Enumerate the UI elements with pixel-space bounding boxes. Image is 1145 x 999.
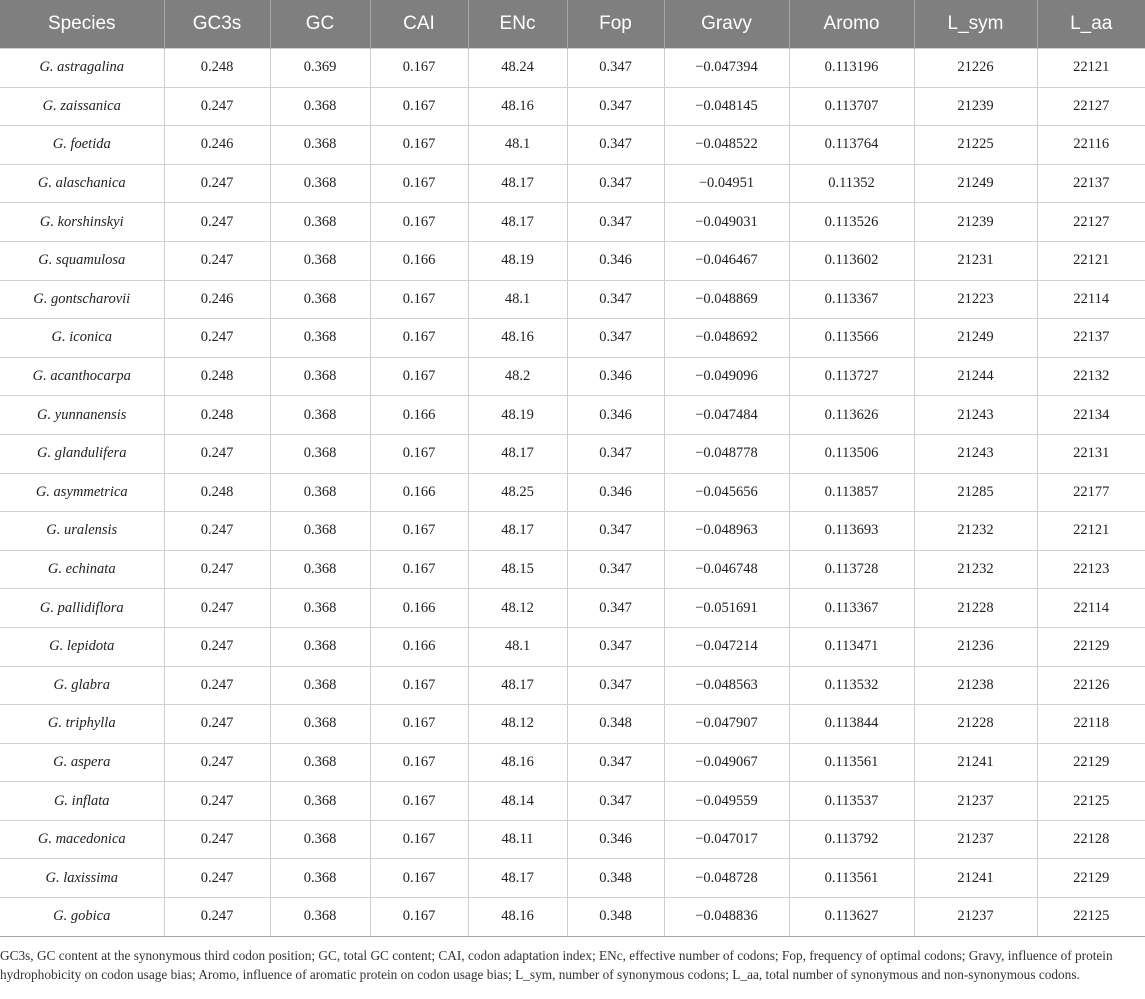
column-header-l-aa: L_aa bbox=[1037, 0, 1145, 49]
table-cell: 0.368 bbox=[270, 434, 370, 473]
table-cell: 48.14 bbox=[468, 782, 567, 821]
table-cell: 0.113602 bbox=[789, 241, 914, 280]
table-cell: 0.248 bbox=[164, 396, 270, 435]
table-cell: 0.113626 bbox=[789, 396, 914, 435]
table-cell: 22121 bbox=[1037, 512, 1145, 551]
header-row bbox=[0, 0, 1145, 49]
table-cell: 0.346 bbox=[567, 820, 664, 859]
species-cell: G. astragalina bbox=[0, 49, 164, 88]
table-cell: −0.048728 bbox=[664, 859, 789, 898]
table-cell: −0.051691 bbox=[664, 589, 789, 628]
table-cell: 0.368 bbox=[270, 782, 370, 821]
column-header-fop: Fop bbox=[567, 0, 664, 49]
table-cell: 21238 bbox=[914, 666, 1037, 705]
species-cell: G. asymmetrica bbox=[0, 473, 164, 512]
table-cell: 0.246 bbox=[164, 280, 270, 319]
table-cell: 21226 bbox=[914, 49, 1037, 88]
species-cell: G. gontscharovii bbox=[0, 280, 164, 319]
table-cell: 22118 bbox=[1037, 705, 1145, 744]
table-cell: 0.113727 bbox=[789, 357, 914, 396]
table-cell: 0.248 bbox=[164, 357, 270, 396]
species-cell: G. triphylla bbox=[0, 705, 164, 744]
species-cell: G. iconica bbox=[0, 319, 164, 358]
table-cell: 0.167 bbox=[370, 357, 468, 396]
table-cell: 0.347 bbox=[567, 589, 664, 628]
table-cell: 0.113844 bbox=[789, 705, 914, 744]
table-row bbox=[0, 705, 1145, 744]
table-cell: 48.17 bbox=[468, 203, 567, 242]
table-cell: 21232 bbox=[914, 550, 1037, 589]
table-cell: 48.17 bbox=[468, 859, 567, 898]
table-cell: 22134 bbox=[1037, 396, 1145, 435]
table-cell: 0.167 bbox=[370, 280, 468, 319]
table-cell: 0.167 bbox=[370, 164, 468, 203]
table-cell: 0.166 bbox=[370, 241, 468, 280]
table-cell: 0.167 bbox=[370, 550, 468, 589]
table-cell: 0.113526 bbox=[789, 203, 914, 242]
table-cell: 0.346 bbox=[567, 396, 664, 435]
table-cell: 21239 bbox=[914, 87, 1037, 126]
table-row bbox=[0, 512, 1145, 551]
table-cell: 0.113728 bbox=[789, 550, 914, 589]
table-cell: 0.247 bbox=[164, 666, 270, 705]
species-cell: G. foetida bbox=[0, 126, 164, 165]
table-cell: 0.368 bbox=[270, 357, 370, 396]
table-cell: 0.167 bbox=[370, 126, 468, 165]
table-cell: −0.04951 bbox=[664, 164, 789, 203]
table-cell: 22132 bbox=[1037, 357, 1145, 396]
species-cell: G. lepidota bbox=[0, 627, 164, 666]
species-cell: G. yunnanensis bbox=[0, 396, 164, 435]
table-cell: 0.368 bbox=[270, 126, 370, 165]
table-cell: −0.048563 bbox=[664, 666, 789, 705]
table-cell: 0.346 bbox=[567, 241, 664, 280]
column-header-gc3s: GC3s bbox=[164, 0, 270, 49]
table-cell: 48.1 bbox=[468, 627, 567, 666]
table-cell: 48.1 bbox=[468, 126, 567, 165]
table-cell: 48.15 bbox=[468, 550, 567, 589]
table-cell: −0.047484 bbox=[664, 396, 789, 435]
table-cell: 0.247 bbox=[164, 705, 270, 744]
table-cell: 0.248 bbox=[164, 473, 270, 512]
table-cell: 0.347 bbox=[567, 49, 664, 88]
table-cell: 0.113627 bbox=[789, 898, 914, 937]
table-row bbox=[0, 49, 1145, 88]
table-cell: 22131 bbox=[1037, 434, 1145, 473]
table-cell: 48.2 bbox=[468, 357, 567, 396]
table-cell: 21239 bbox=[914, 203, 1037, 242]
species-cell: G. pallidiflora bbox=[0, 589, 164, 628]
species-cell: G. acanthocarpa bbox=[0, 357, 164, 396]
table-cell: 0.347 bbox=[567, 512, 664, 551]
table-cell: 0.167 bbox=[370, 49, 468, 88]
table-cell: 0.369 bbox=[270, 49, 370, 88]
table-cell: −0.047017 bbox=[664, 820, 789, 859]
table-cell: 0.247 bbox=[164, 898, 270, 937]
table-cell: 21243 bbox=[914, 396, 1037, 435]
table-row bbox=[0, 820, 1145, 859]
table-cell: 21249 bbox=[914, 164, 1037, 203]
column-header-gravy: Gravy bbox=[664, 0, 789, 49]
table-cell: 21285 bbox=[914, 473, 1037, 512]
column-header-species: Species bbox=[0, 0, 164, 49]
table-cell: 0.368 bbox=[270, 898, 370, 937]
table-cell: 0.368 bbox=[270, 705, 370, 744]
table-cell: 0.113707 bbox=[789, 87, 914, 126]
table-cell: 0.113367 bbox=[789, 280, 914, 319]
table-row bbox=[0, 859, 1145, 898]
table-cell: 0.368 bbox=[270, 859, 370, 898]
table-cell: 0.166 bbox=[370, 589, 468, 628]
table-cell: 48.19 bbox=[468, 241, 567, 280]
table-cell: 48.17 bbox=[468, 666, 567, 705]
table-cell: 0.113792 bbox=[789, 820, 914, 859]
species-cell: G. gobica bbox=[0, 898, 164, 937]
table-cell: 0.167 bbox=[370, 87, 468, 126]
table-cell: 0.247 bbox=[164, 241, 270, 280]
table-cell: 0.347 bbox=[567, 666, 664, 705]
table-row bbox=[0, 473, 1145, 512]
table-cell: 48.25 bbox=[468, 473, 567, 512]
table-row bbox=[0, 241, 1145, 280]
table-cell: 0.368 bbox=[270, 820, 370, 859]
table-cell: 0.347 bbox=[567, 743, 664, 782]
table-cell: 0.166 bbox=[370, 473, 468, 512]
table-cell: 0.346 bbox=[567, 357, 664, 396]
table-cell: 0.113764 bbox=[789, 126, 914, 165]
table-cell: 0.167 bbox=[370, 666, 468, 705]
table-cell: −0.046748 bbox=[664, 550, 789, 589]
table-cell: 48.11 bbox=[468, 820, 567, 859]
table-cell: 22127 bbox=[1037, 87, 1145, 126]
table-row bbox=[0, 627, 1145, 666]
table-cell: −0.049096 bbox=[664, 357, 789, 396]
table-cell: 0.368 bbox=[270, 743, 370, 782]
table-cell: 0.347 bbox=[567, 164, 664, 203]
table-cell: −0.049067 bbox=[664, 743, 789, 782]
table-cell: 0.247 bbox=[164, 743, 270, 782]
table-row bbox=[0, 396, 1145, 435]
table-cell: 0.368 bbox=[270, 512, 370, 551]
table-cell: 0.247 bbox=[164, 550, 270, 589]
table-cell: 0.113693 bbox=[789, 512, 914, 551]
table-cell: 0.368 bbox=[270, 319, 370, 358]
table-cell: 22121 bbox=[1037, 241, 1145, 280]
species-cell: G. glabra bbox=[0, 666, 164, 705]
species-cell: G. uralensis bbox=[0, 512, 164, 551]
table-cell: 21223 bbox=[914, 280, 1037, 319]
table-cell: 21228 bbox=[914, 705, 1037, 744]
species-cell: G. korshinskyi bbox=[0, 203, 164, 242]
table-cell: 0.247 bbox=[164, 434, 270, 473]
table-row bbox=[0, 357, 1145, 396]
table-cell: 0.348 bbox=[567, 859, 664, 898]
table-row bbox=[0, 87, 1145, 126]
table-cell: 0.347 bbox=[567, 627, 664, 666]
table-row bbox=[0, 898, 1145, 937]
table-row bbox=[0, 203, 1145, 242]
table-cell: 0.347 bbox=[567, 319, 664, 358]
table-cell: 48.16 bbox=[468, 898, 567, 937]
table-cell: 21237 bbox=[914, 820, 1037, 859]
table-cell: −0.047394 bbox=[664, 49, 789, 88]
table-cell: 0.113537 bbox=[789, 782, 914, 821]
table-cell: 22126 bbox=[1037, 666, 1145, 705]
table-cell: −0.048692 bbox=[664, 319, 789, 358]
table-cell: 0.368 bbox=[270, 473, 370, 512]
table-cell: 0.248 bbox=[164, 49, 270, 88]
table-cell: 22129 bbox=[1037, 743, 1145, 782]
column-header-l-sym: L_sym bbox=[914, 0, 1037, 49]
species-cell: G. glandulifera bbox=[0, 434, 164, 473]
species-cell: G. laxissima bbox=[0, 859, 164, 898]
table-cell: 0.247 bbox=[164, 319, 270, 358]
table-row bbox=[0, 434, 1145, 473]
table-cell: 22114 bbox=[1037, 280, 1145, 319]
table-cell: 0.347 bbox=[567, 87, 664, 126]
table-cell: 48.12 bbox=[468, 589, 567, 628]
species-cell: G. alaschanica bbox=[0, 164, 164, 203]
table-cell: 22128 bbox=[1037, 820, 1145, 859]
table-cell: 22125 bbox=[1037, 782, 1145, 821]
table-body bbox=[0, 49, 1145, 937]
table-cell: 0.167 bbox=[370, 319, 468, 358]
table-cell: 22114 bbox=[1037, 589, 1145, 628]
species-cell: G. macedonica bbox=[0, 820, 164, 859]
table-cell: 21243 bbox=[914, 434, 1037, 473]
table-cell: 0.167 bbox=[370, 434, 468, 473]
table-cell: 22129 bbox=[1037, 859, 1145, 898]
table-cell: 22137 bbox=[1037, 164, 1145, 203]
table-row bbox=[0, 782, 1145, 821]
table-cell: 21237 bbox=[914, 782, 1037, 821]
table-row bbox=[0, 126, 1145, 165]
table-cell: 48.24 bbox=[468, 49, 567, 88]
table-cell: 0.113532 bbox=[789, 666, 914, 705]
table-cell: 0.113196 bbox=[789, 49, 914, 88]
table-cell: 0.113566 bbox=[789, 319, 914, 358]
table-cell: 0.247 bbox=[164, 87, 270, 126]
table-cell: −0.046467 bbox=[664, 241, 789, 280]
table-cell: 0.368 bbox=[270, 87, 370, 126]
table-cell: 21232 bbox=[914, 512, 1037, 551]
table-cell: 0.347 bbox=[567, 782, 664, 821]
table-cell: 21236 bbox=[914, 627, 1037, 666]
table-cell: 0.167 bbox=[370, 820, 468, 859]
table-row bbox=[0, 666, 1145, 705]
table-cell: 0.167 bbox=[370, 512, 468, 551]
table-cell: 0.113506 bbox=[789, 434, 914, 473]
table-footnote: GC3s, GC content at the synonymous third codon position; GC, total GC content; CAI, codon adaptation index; ENc, effective number of codons; Fop, frequency of optimal codons; Gravy, influence of protein hydrophobicity on codon usage bias; Aromo, influence of aromatic protein on codon usage bias; L_sym, number of synonymous codons; L_aa, total number of synonymous and non-synonymous codons. bbox=[0, 947, 1113, 982]
table-cell: 48.16 bbox=[468, 87, 567, 126]
table-cell: 0.167 bbox=[370, 859, 468, 898]
table-cell: 21249 bbox=[914, 319, 1037, 358]
table-cell: 48.17 bbox=[468, 512, 567, 551]
table-cell: 0.368 bbox=[270, 589, 370, 628]
column-header-aromo: Aromo bbox=[789, 0, 914, 49]
table-cell: 0.368 bbox=[270, 280, 370, 319]
table-cell: 48.17 bbox=[468, 164, 567, 203]
table-cell: 48.17 bbox=[468, 434, 567, 473]
table-cell: 0.167 bbox=[370, 743, 468, 782]
table-cell: −0.049031 bbox=[664, 203, 789, 242]
table-cell: 0.247 bbox=[164, 820, 270, 859]
table-cell: 0.247 bbox=[164, 859, 270, 898]
table-cell: 0.166 bbox=[370, 627, 468, 666]
table-cell: 0.247 bbox=[164, 512, 270, 551]
table-cell: 22129 bbox=[1037, 627, 1145, 666]
column-header-enc: ENc bbox=[468, 0, 567, 49]
table-cell: 48.1 bbox=[468, 280, 567, 319]
table-cell: 0.247 bbox=[164, 164, 270, 203]
table-cell: 21228 bbox=[914, 589, 1037, 628]
table-cell: 21241 bbox=[914, 743, 1037, 782]
table-cell: 21225 bbox=[914, 126, 1037, 165]
table-cell: 0.113471 bbox=[789, 627, 914, 666]
species-cell: G. inflata bbox=[0, 782, 164, 821]
table-cell: 0.368 bbox=[270, 241, 370, 280]
table-cell: 22177 bbox=[1037, 473, 1145, 512]
table-cell: 22137 bbox=[1037, 319, 1145, 358]
table-cell: −0.045656 bbox=[664, 473, 789, 512]
column-header-gc: GC bbox=[270, 0, 370, 49]
table-cell: −0.049559 bbox=[664, 782, 789, 821]
table-cell: 0.368 bbox=[270, 550, 370, 589]
table-cell: 48.12 bbox=[468, 705, 567, 744]
table-cell: 0.113857 bbox=[789, 473, 914, 512]
table-cell: −0.048836 bbox=[664, 898, 789, 937]
table-cell: 0.347 bbox=[567, 203, 664, 242]
table-cell: 48.16 bbox=[468, 743, 567, 782]
table-row bbox=[0, 319, 1145, 358]
table-cell: 0.113367 bbox=[789, 589, 914, 628]
table-cell: 0.347 bbox=[567, 126, 664, 165]
table-cell: 0.11352 bbox=[789, 164, 914, 203]
table-cell: 21244 bbox=[914, 357, 1037, 396]
table-cell: 0.348 bbox=[567, 898, 664, 937]
table-cell: 0.347 bbox=[567, 550, 664, 589]
table-cell: 22125 bbox=[1037, 898, 1145, 937]
table-cell: 0.167 bbox=[370, 705, 468, 744]
table-cell: 0.167 bbox=[370, 203, 468, 242]
table-cell: 0.347 bbox=[567, 280, 664, 319]
table-cell: 22127 bbox=[1037, 203, 1145, 242]
table-cell: 0.368 bbox=[270, 164, 370, 203]
table-cell: 0.113561 bbox=[789, 743, 914, 782]
table-cell: 48.19 bbox=[468, 396, 567, 435]
table-cell: −0.048522 bbox=[664, 126, 789, 165]
table-cell: 22123 bbox=[1037, 550, 1145, 589]
table-cell: 0.348 bbox=[567, 705, 664, 744]
table-row bbox=[0, 743, 1145, 782]
species-cell: G. echinata bbox=[0, 550, 164, 589]
table-cell: 21241 bbox=[914, 859, 1037, 898]
table-cell: −0.048869 bbox=[664, 280, 789, 319]
table-cell: 0.167 bbox=[370, 898, 468, 937]
table-cell: 0.247 bbox=[164, 203, 270, 242]
table-cell: 0.368 bbox=[270, 203, 370, 242]
table-cell: 48.16 bbox=[468, 319, 567, 358]
table-cell: 0.368 bbox=[270, 666, 370, 705]
table-cell: −0.047214 bbox=[664, 627, 789, 666]
column-header-cai: CAI bbox=[370, 0, 468, 49]
table-row bbox=[0, 589, 1145, 628]
table-cell: 0.246 bbox=[164, 126, 270, 165]
table-row bbox=[0, 280, 1145, 319]
table-header bbox=[0, 0, 1145, 49]
table-cell: 21231 bbox=[914, 241, 1037, 280]
table-cell: −0.047907 bbox=[664, 705, 789, 744]
table-cell: 0.346 bbox=[567, 473, 664, 512]
table-cell: 0.247 bbox=[164, 589, 270, 628]
table-cell: 0.166 bbox=[370, 396, 468, 435]
table-cell: 22121 bbox=[1037, 49, 1145, 88]
table-cell: 22116 bbox=[1037, 126, 1145, 165]
table-cell: 21237 bbox=[914, 898, 1037, 937]
table-cell: −0.048778 bbox=[664, 434, 789, 473]
table-row bbox=[0, 164, 1145, 203]
table-cell: 0.368 bbox=[270, 627, 370, 666]
table-cell: 0.247 bbox=[164, 627, 270, 666]
table-cell: 0.167 bbox=[370, 782, 468, 821]
table-cell: −0.048145 bbox=[664, 87, 789, 126]
species-cell: G. zaissanica bbox=[0, 87, 164, 126]
species-cell: G. squamulosa bbox=[0, 241, 164, 280]
species-cell: G. aspera bbox=[0, 743, 164, 782]
table-cell: 0.347 bbox=[567, 434, 664, 473]
table-row bbox=[0, 550, 1145, 589]
table-cell: 0.368 bbox=[270, 396, 370, 435]
table-cell: −0.048963 bbox=[664, 512, 789, 551]
table-cell: 0.247 bbox=[164, 782, 270, 821]
table-cell: 0.113561 bbox=[789, 859, 914, 898]
